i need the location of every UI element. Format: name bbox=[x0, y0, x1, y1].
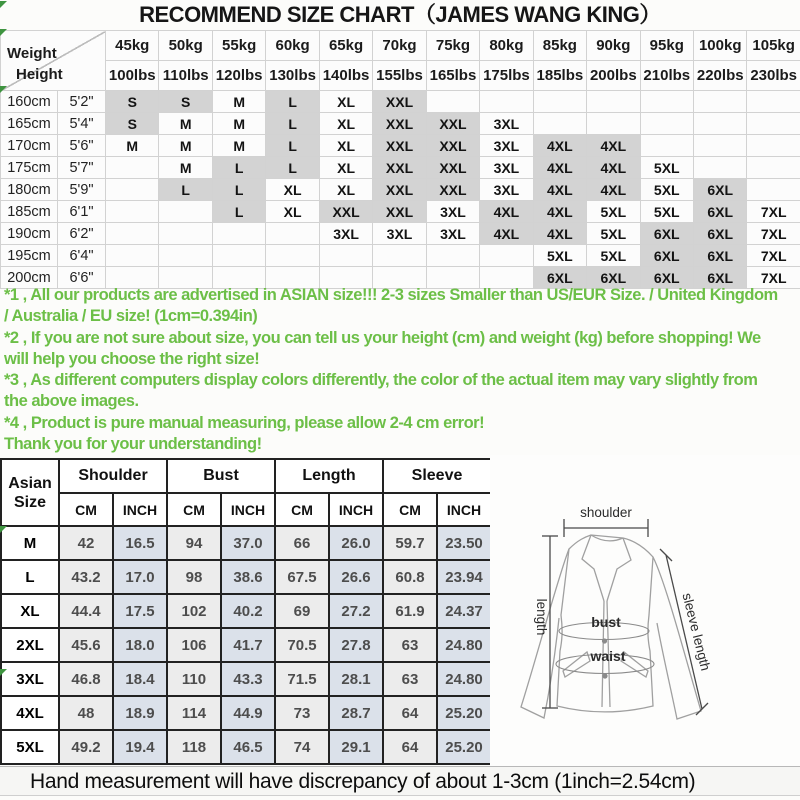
shoulder-label: shoulder bbox=[580, 505, 632, 520]
weight-kg-header: 85kg bbox=[533, 31, 586, 61]
size-cell bbox=[426, 91, 479, 113]
size-cell bbox=[694, 113, 747, 135]
weight-lbs-header: 210lbs bbox=[640, 61, 693, 91]
measure-unit-header: CM bbox=[167, 493, 221, 526]
asian-size-cell: 4XL bbox=[1, 696, 59, 730]
size-cell bbox=[587, 113, 640, 135]
measurement-row bbox=[1, 628, 491, 662]
size-cell: 7XL bbox=[747, 201, 800, 223]
size-cell: 4XL bbox=[533, 157, 586, 179]
measure-unit-header: CM bbox=[59, 493, 113, 526]
measure-group-header: Bust bbox=[167, 459, 275, 493]
size-cell bbox=[533, 91, 586, 113]
measure-value-cell: 70.5 bbox=[275, 628, 329, 662]
measure-value-cell: 17.0 bbox=[113, 560, 167, 594]
matrix-row bbox=[1, 91, 800, 113]
measure-value-cell: 24.80 bbox=[437, 628, 491, 662]
size-cell: M bbox=[212, 135, 265, 157]
size-cell: 6XL bbox=[640, 245, 693, 267]
size-cell: 5XL bbox=[587, 245, 640, 267]
height-cm-cell: 165cm bbox=[1, 113, 58, 135]
measure-value-cell: 114 bbox=[167, 696, 221, 730]
size-cell: XXL bbox=[373, 113, 426, 135]
weight-kg-header: 50kg bbox=[159, 31, 212, 61]
footer-note: Hand measurement will have discrepancy of about 1-3cm (1inch=2.54cm) bbox=[0, 766, 800, 796]
size-cell: 4XL bbox=[533, 135, 586, 157]
size-cell: M bbox=[106, 135, 159, 157]
matrix-row bbox=[1, 245, 800, 267]
size-cell: 6XL bbox=[694, 223, 747, 245]
height-ft-cell: 6'4" bbox=[58, 245, 106, 267]
measure-unit-header: INCH bbox=[329, 493, 383, 526]
measure-value-cell: 94 bbox=[167, 526, 221, 560]
measure-value-cell: 46.8 bbox=[59, 662, 113, 696]
measure-value-cell: 16.5 bbox=[113, 526, 167, 560]
size-cell: XXL bbox=[373, 157, 426, 179]
size-cell bbox=[480, 245, 533, 267]
measurement-header bbox=[1, 459, 491, 526]
size-cell: 5XL bbox=[587, 223, 640, 245]
size-cell bbox=[212, 223, 265, 245]
height-cm-cell: 170cm bbox=[1, 135, 58, 157]
size-cell: 6XL bbox=[640, 267, 693, 289]
size-cell: 5XL bbox=[640, 201, 693, 223]
size-cell: XXL bbox=[426, 179, 479, 201]
size-cell: 3XL bbox=[426, 201, 479, 223]
measure-value-cell: 25.20 bbox=[437, 730, 491, 764]
waist-label: waist bbox=[590, 648, 626, 664]
size-cell: 3XL bbox=[480, 179, 533, 201]
size-cell: XXL bbox=[373, 91, 426, 113]
measure-value-cell: 66 bbox=[275, 526, 329, 560]
height-ft-cell: 6'2" bbox=[58, 223, 106, 245]
size-cell: XL bbox=[319, 179, 372, 201]
size-cell bbox=[373, 245, 426, 267]
matrix-row bbox=[1, 157, 800, 179]
height-ft-cell: 6'6" bbox=[58, 267, 106, 289]
height-ft-cell: 5'6" bbox=[58, 135, 106, 157]
matrix-row bbox=[1, 113, 800, 135]
weight-lbs-header: 230lbs bbox=[747, 61, 800, 91]
size-cell bbox=[747, 179, 800, 201]
size-cell: 6XL bbox=[587, 267, 640, 289]
size-cell bbox=[694, 91, 747, 113]
measure-value-cell: 63 bbox=[383, 628, 437, 662]
measurement-row bbox=[1, 730, 491, 764]
size-cell: M bbox=[159, 157, 212, 179]
size-cell: 7XL bbox=[747, 245, 800, 267]
measure-value-cell: 37.0 bbox=[221, 526, 275, 560]
weight-lbs-header: 100lbs bbox=[106, 61, 159, 91]
measure-unit-header: CM bbox=[275, 493, 329, 526]
measure-value-cell: 23.50 bbox=[437, 526, 491, 560]
measure-value-cell: 42 bbox=[59, 526, 113, 560]
size-cell: L bbox=[212, 201, 265, 223]
measure-value-cell: 41.7 bbox=[221, 628, 275, 662]
measurement-row bbox=[1, 594, 491, 628]
sleeve-length-label: sleeve length bbox=[679, 591, 714, 673]
asian-size-header: Asian Size bbox=[1, 459, 59, 526]
size-cell bbox=[747, 113, 800, 135]
size-cell: XXL bbox=[319, 201, 372, 223]
height-cm-cell: 185cm bbox=[1, 201, 58, 223]
height-ft-cell: 6'1" bbox=[58, 201, 106, 223]
measure-value-cell: 18.9 bbox=[113, 696, 167, 730]
size-cell: XL bbox=[266, 201, 319, 223]
size-cell bbox=[319, 245, 372, 267]
excel-corner-mark bbox=[0, 526, 7, 533]
weight-lbs-header: 155lbs bbox=[373, 61, 426, 91]
measure-value-cell: 45.6 bbox=[59, 628, 113, 662]
corner-height-label: Height bbox=[16, 65, 63, 83]
measure-value-cell: 74 bbox=[275, 730, 329, 764]
measure-group-header: Shoulder bbox=[59, 459, 167, 493]
measurement-row bbox=[1, 560, 491, 594]
note-line: *4 , Product is pure manual measuring, please allow 2-4 cm error! bbox=[4, 413, 485, 432]
size-cell: 6XL bbox=[694, 267, 747, 289]
measure-value-cell: 61.9 bbox=[383, 594, 437, 628]
measurement-row bbox=[1, 662, 491, 696]
size-matrix-table bbox=[0, 30, 800, 289]
size-cell: XL bbox=[319, 135, 372, 157]
size-cell bbox=[159, 245, 212, 267]
size-cell: XXL bbox=[373, 201, 426, 223]
matrix-row bbox=[1, 223, 800, 245]
asian-size-cell: 5XL bbox=[1, 730, 59, 764]
size-cell: XL bbox=[319, 113, 372, 135]
size-cell bbox=[747, 135, 800, 157]
size-cell bbox=[640, 135, 693, 157]
size-cell: 3XL bbox=[426, 223, 479, 245]
measure-group-header: Length bbox=[275, 459, 383, 493]
measure-value-cell: 49.2 bbox=[59, 730, 113, 764]
measure-value-cell: 63 bbox=[383, 662, 437, 696]
measure-unit-header: CM bbox=[383, 493, 437, 526]
size-cell bbox=[266, 223, 319, 245]
weight-kg-header: 45kg bbox=[106, 31, 159, 61]
size-cell bbox=[587, 91, 640, 113]
corner-weight-label: Weight bbox=[7, 44, 57, 62]
excel-corner-mark bbox=[0, 1, 7, 8]
size-cell: 4XL bbox=[587, 179, 640, 201]
size-cell: XXL bbox=[426, 157, 479, 179]
weight-kg-header: 80kg bbox=[480, 31, 533, 61]
height-ft-cell: 5'7" bbox=[58, 157, 106, 179]
weight-lbs-header: 220lbs bbox=[694, 61, 747, 91]
matrix-lbs-row bbox=[1, 61, 800, 91]
weight-lbs-header: 185lbs bbox=[533, 61, 586, 91]
size-cell: 4XL bbox=[533, 223, 586, 245]
size-cell: 6XL bbox=[640, 223, 693, 245]
measure-unit-header: INCH bbox=[221, 493, 275, 526]
matrix-row bbox=[1, 179, 800, 201]
measurement-body bbox=[1, 526, 491, 764]
size-cell: 6XL bbox=[694, 179, 747, 201]
size-cell bbox=[159, 201, 212, 223]
excel-corner-mark bbox=[0, 669, 7, 676]
notes bbox=[4, 285, 800, 455]
excel-corner-mark bbox=[0, 86, 7, 93]
size-cell: 4XL bbox=[587, 135, 640, 157]
weight-lbs-header: 120lbs bbox=[212, 61, 265, 91]
size-cell: L bbox=[159, 179, 212, 201]
size-cell: 7XL bbox=[747, 223, 800, 245]
note-line: / Australia / EU size! (1cm=0.394in) bbox=[4, 307, 258, 326]
measure-value-cell: 24.80 bbox=[437, 662, 491, 696]
size-cell: 3XL bbox=[480, 113, 533, 135]
size-cell: 6XL bbox=[533, 267, 586, 289]
weight-kg-header: 70kg bbox=[373, 31, 426, 61]
measurement-table bbox=[0, 458, 492, 765]
size-cell bbox=[640, 113, 693, 135]
measure-value-cell: 38.6 bbox=[221, 560, 275, 594]
size-cell: 3XL bbox=[480, 157, 533, 179]
measure-group-header: Sleeve bbox=[383, 459, 491, 493]
measure-unit-row bbox=[1, 493, 491, 526]
note-line: will help you choose the right size! bbox=[4, 349, 260, 368]
measure-value-cell: 48 bbox=[59, 696, 113, 730]
measure-value-cell: 18.0 bbox=[113, 628, 167, 662]
measure-value-cell: 17.5 bbox=[113, 594, 167, 628]
note-line: the above images. bbox=[4, 392, 139, 411]
height-cm-cell: 190cm bbox=[1, 223, 58, 245]
size-cell: M bbox=[159, 113, 212, 135]
asian-size-cell: L bbox=[1, 560, 59, 594]
size-cell: L bbox=[212, 179, 265, 201]
height-ft-cell: 5'4" bbox=[58, 113, 106, 135]
weight-lbs-header: 165lbs bbox=[426, 61, 479, 91]
matrix-kg-row bbox=[1, 31, 800, 61]
matrix-row bbox=[1, 201, 800, 223]
measure-value-cell: 23.94 bbox=[437, 560, 491, 594]
height-ft-cell: 5'9" bbox=[58, 179, 106, 201]
size-matrix-header bbox=[1, 31, 800, 91]
weight-kg-header: 60kg bbox=[266, 31, 319, 61]
measure-value-cell: 25.20 bbox=[437, 696, 491, 730]
measure-value-cell: 44.9 bbox=[221, 696, 275, 730]
size-cell bbox=[747, 157, 800, 179]
size-cell: 4XL bbox=[533, 201, 586, 223]
measure-value-cell: 98 bbox=[167, 560, 221, 594]
measure-value-cell: 27.8 bbox=[329, 628, 383, 662]
size-cell bbox=[212, 245, 265, 267]
weight-kg-header: 55kg bbox=[212, 31, 265, 61]
asian-size-cell: 3XL bbox=[1, 662, 59, 696]
weight-kg-header: 65kg bbox=[319, 31, 372, 61]
chart-title: RECOMMEND SIZE CHART（JAMES WANG KING） bbox=[139, 2, 661, 27]
asian-size-cell: M bbox=[1, 526, 59, 560]
measure-group-row bbox=[1, 459, 491, 493]
measure-value-cell: 64 bbox=[383, 696, 437, 730]
matrix-row bbox=[1, 135, 800, 157]
weight-kg-header: 100kg bbox=[694, 31, 747, 61]
size-cell: S bbox=[106, 113, 159, 135]
size-cell bbox=[694, 157, 747, 179]
measure-unit-header: INCH bbox=[113, 493, 167, 526]
size-cell: M bbox=[159, 135, 212, 157]
measure-unit-header: INCH bbox=[437, 493, 491, 526]
size-cell bbox=[747, 91, 800, 113]
size-cell: 4XL bbox=[480, 223, 533, 245]
height-ft-cell: 5'2" bbox=[58, 91, 106, 113]
size-cell: 7XL bbox=[747, 267, 800, 289]
height-cm-cell: 195cm bbox=[1, 245, 58, 267]
size-cell: S bbox=[159, 91, 212, 113]
size-cell bbox=[106, 201, 159, 223]
size-cell: 3XL bbox=[480, 135, 533, 157]
size-cell: XXL bbox=[426, 113, 479, 135]
asian-size-cell: XL bbox=[1, 594, 59, 628]
jacket-diagram bbox=[490, 455, 800, 775]
note-line: Thank you for your understanding! bbox=[4, 435, 262, 454]
weight-lbs-header: 110lbs bbox=[159, 61, 212, 91]
measure-value-cell: 28.1 bbox=[329, 662, 383, 696]
measure-value-cell: 27.2 bbox=[329, 594, 383, 628]
size-cell: XXL bbox=[373, 135, 426, 157]
measure-value-cell: 46.5 bbox=[221, 730, 275, 764]
height-cm-cell: 200cm bbox=[1, 267, 58, 289]
size-cell: M bbox=[212, 113, 265, 135]
size-cell: 4XL bbox=[533, 179, 586, 201]
measure-value-cell: 67.5 bbox=[275, 560, 329, 594]
note-line: *3 , As different computers display colors differently, the color of the actual item may vary slightly from bbox=[4, 371, 758, 390]
measure-value-cell: 69 bbox=[275, 594, 329, 628]
length-label: length bbox=[534, 598, 549, 636]
measurement-row bbox=[1, 696, 491, 730]
height-cm-cell: 175cm bbox=[1, 157, 58, 179]
measure-value-cell: 118 bbox=[167, 730, 221, 764]
size-cell: 6XL bbox=[694, 201, 747, 223]
size-cell: 5XL bbox=[533, 245, 586, 267]
measure-value-cell: 18.4 bbox=[113, 662, 167, 696]
size-cell bbox=[480, 91, 533, 113]
matrix-corner-cell bbox=[1, 31, 106, 91]
bust-label: bust bbox=[591, 614, 621, 630]
size-cell: L bbox=[212, 157, 265, 179]
measure-value-cell: 40.2 bbox=[221, 594, 275, 628]
size-matrix-body bbox=[1, 91, 800, 289]
size-cell bbox=[694, 135, 747, 157]
measure-value-cell: 44.4 bbox=[59, 594, 113, 628]
size-cell: 5XL bbox=[640, 179, 693, 201]
size-cell: 3XL bbox=[373, 223, 426, 245]
size-cell bbox=[640, 91, 693, 113]
measure-value-cell: 59.7 bbox=[383, 526, 437, 560]
size-cell: 5XL bbox=[587, 201, 640, 223]
measure-value-cell: 102 bbox=[167, 594, 221, 628]
weight-lbs-header: 140lbs bbox=[319, 61, 372, 91]
measure-value-cell: 29.1 bbox=[329, 730, 383, 764]
measure-value-cell: 43.2 bbox=[59, 560, 113, 594]
size-cell: S bbox=[106, 91, 159, 113]
size-cell: L bbox=[266, 113, 319, 135]
measure-value-cell: 64 bbox=[383, 730, 437, 764]
size-cell: 5XL bbox=[640, 157, 693, 179]
measure-value-cell: 73 bbox=[275, 696, 329, 730]
note-line: *2 , If you are not sure about size, you can tell us your height (cm) and weight (kg) before shopping! We bbox=[4, 328, 761, 347]
measure-value-cell: 28.7 bbox=[329, 696, 383, 730]
measure-value-cell: 43.3 bbox=[221, 662, 275, 696]
size-cell bbox=[426, 245, 479, 267]
size-cell bbox=[106, 223, 159, 245]
size-cell: XXL bbox=[373, 179, 426, 201]
height-cm-cell: 180cm bbox=[1, 179, 58, 201]
excel-corner-mark bbox=[0, 29, 7, 36]
size-cell bbox=[106, 157, 159, 179]
size-cell: XXL bbox=[426, 135, 479, 157]
weight-kg-header: 90kg bbox=[587, 31, 640, 61]
asian-size-cell: 2XL bbox=[1, 628, 59, 662]
size-cell: XL bbox=[319, 157, 372, 179]
weight-lbs-header: 200lbs bbox=[587, 61, 640, 91]
weight-kg-header: 95kg bbox=[640, 31, 693, 61]
size-cell: L bbox=[266, 157, 319, 179]
measure-value-cell: 24.37 bbox=[437, 594, 491, 628]
size-cell: XL bbox=[319, 91, 372, 113]
note-line: *1 , All our products are advertised in ASIAN size!!! 2-3 sizes Smaller than US/EUR Size. / United Kingdom bbox=[4, 286, 778, 304]
size-cell bbox=[106, 179, 159, 201]
measure-value-cell: 19.4 bbox=[113, 730, 167, 764]
size-cell: L bbox=[266, 135, 319, 157]
size-cell bbox=[106, 245, 159, 267]
size-cell: 6XL bbox=[694, 245, 747, 267]
weight-kg-header: 75kg bbox=[426, 31, 479, 61]
weight-lbs-header: 175lbs bbox=[480, 61, 533, 91]
measure-value-cell: 106 bbox=[167, 628, 221, 662]
measure-value-cell: 26.6 bbox=[329, 560, 383, 594]
measurement-row bbox=[1, 526, 491, 560]
size-cell: L bbox=[266, 91, 319, 113]
size-cell bbox=[266, 245, 319, 267]
size-cell: 4XL bbox=[587, 157, 640, 179]
size-cell: M bbox=[212, 91, 265, 113]
height-cm-cell: 160cm bbox=[1, 91, 58, 113]
size-cell: 4XL bbox=[480, 201, 533, 223]
measure-value-cell: 60.8 bbox=[383, 560, 437, 594]
size-cell bbox=[533, 113, 586, 135]
measure-value-cell: 71.5 bbox=[275, 662, 329, 696]
size-cell: XL bbox=[266, 179, 319, 201]
weight-lbs-header: 130lbs bbox=[266, 61, 319, 91]
measure-value-cell: 26.0 bbox=[329, 526, 383, 560]
weight-kg-header: 105kg bbox=[747, 31, 800, 61]
size-cell: 3XL bbox=[319, 223, 372, 245]
measure-value-cell: 110 bbox=[167, 662, 221, 696]
size-cell bbox=[159, 223, 212, 245]
